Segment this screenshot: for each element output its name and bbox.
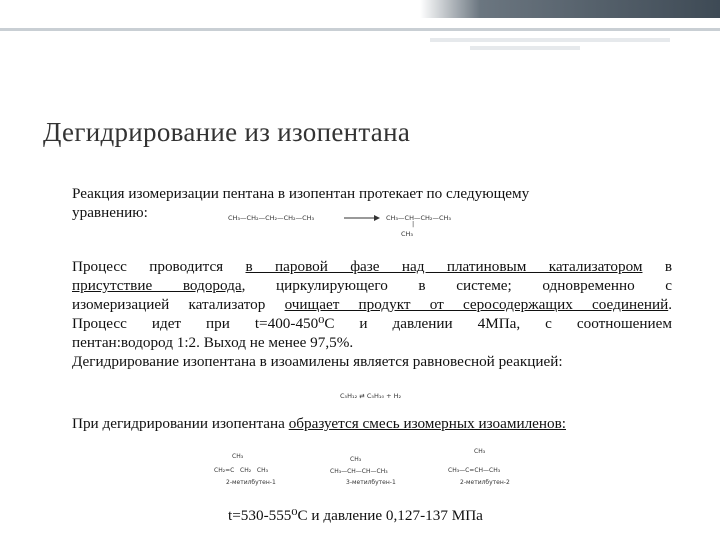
isomer1-main: CH₂=C CH₂ CH₃ [214,467,268,474]
isomer-mixture-phrase: образуется смесь изомерных изоамиленов: [288,415,567,432]
reaction1-branch: CH₃ [401,230,414,238]
process-line-1: Процесс проводится в паровой фазе над платиновым катализатором в [72,258,672,275]
isomer3-main: CH₃—C=CH—CH₃ [448,467,501,474]
process-line-3: изомеризацией катализатор очищает продукт от серосодержащих соединений. [72,296,672,313]
process-line-5: пентан:водород 1:2. Выход не менее 97,5%. [72,334,354,351]
process-description [72,257,672,371]
process-line-4: Процесс идет при t=400-450⁰С и давлении 4МПа, с соотношением [72,315,672,332]
reaction1-right: CH₃—CH—CH₂—CH₃ [386,214,452,222]
purification-phrase: очищает продукт от серосодержащих соединений [284,296,669,313]
slide-top-bar-accent [420,0,720,18]
hydrogen-phrase: присутствие водорода [72,277,242,294]
intro-line: Реакция изомеризации пентана в изопентан протекает по следующему [72,185,530,202]
isomer1-name: 2-метилбутен-1 [226,479,276,486]
reaction1-left: CH₃—CH₂—CH₂—CH₂—CH₃ [228,214,315,222]
process-line-2: присутствие водорода, циркулирующего в системе; одновременно с [72,277,672,294]
isomer3-top: CH₃ [474,448,486,455]
process-line-6: Дегидрирование изопентана в изоамилены является равновесной реакцией: [72,353,563,370]
isomer3-name: 2-метилбутен-2 [460,479,510,486]
isomer1-top: CH₃ [232,453,244,460]
phase-catalyst-phrase: в паровой фазе над платиновым катализатором [245,258,643,275]
reaction-arrow [344,214,380,222]
slide-title: Дегидрирование из изопентана [43,117,411,147]
slide-top-stripe [0,28,720,31]
isomer2-name: 3-метилбутен-1 [346,479,396,486]
isomer2-top: CH₃ [350,456,362,463]
decor-rect [430,38,670,42]
isomers-intro: При дегидрировании изопентана образуется смесь изомерных изоамиленов: [72,415,567,432]
dehydrogenation-conditions: t=530-555⁰С и давление 0,127-137 МПа [228,507,483,524]
reaction2: C₅H₁₂ ⇄ C₅H₁₀ + H₂ [340,392,402,400]
intro-line: уравнению: [72,204,148,221]
reaction1-branch-bond: | [412,220,415,228]
decor-rect [470,46,580,50]
isomer2-main: CH₃—CH—CH—CH₃ [330,468,388,475]
